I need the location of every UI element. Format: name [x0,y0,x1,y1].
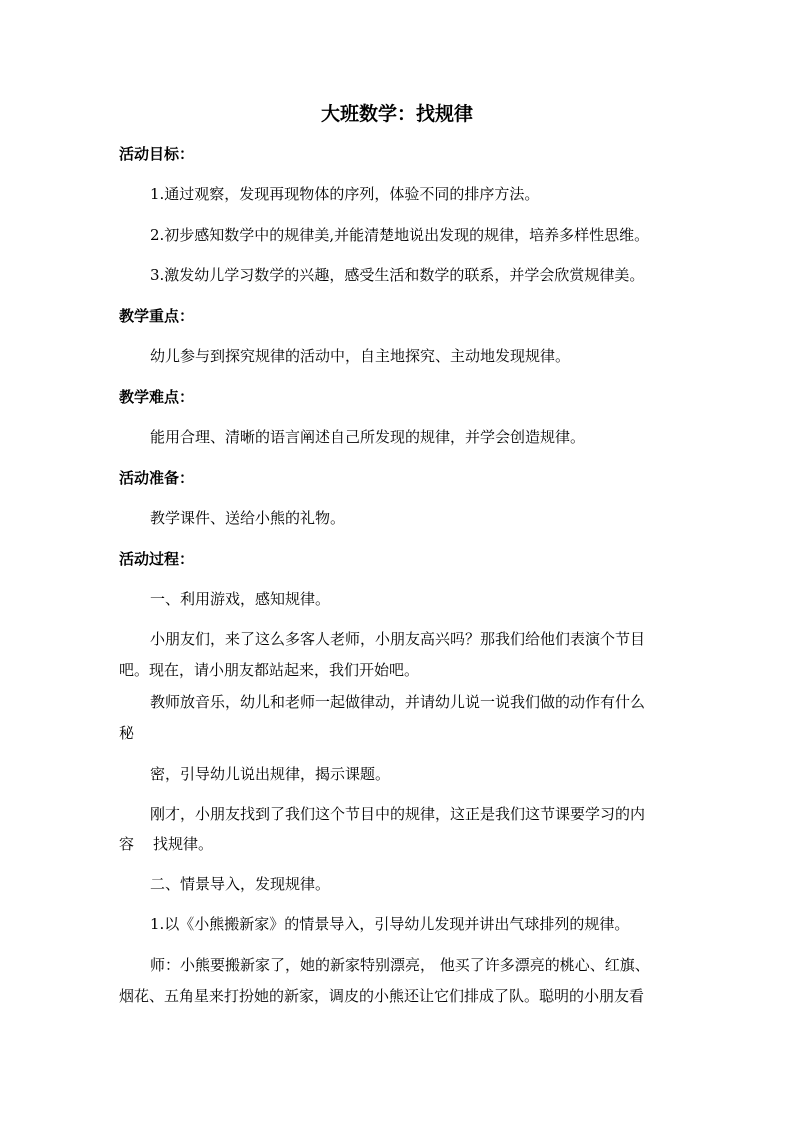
heading-difficulties: 教学难点： [119,388,195,406]
heading-preparation: 活动准备： [119,469,195,487]
paragraph-3-line-1: 密，引导幼儿说出规律，揭示课题。 [150,765,391,783]
goal-item-3: 3.激发幼儿学习数学的兴趣，感受生活和数学的联系，并学会欣赏规律美。 [150,266,645,284]
goal-item-2: 2.初步感知数学中的规律美,并能清楚地说出发现的规律，培养多样性思维。 [150,226,650,244]
key-point-text: 幼儿参与到探究规律的活动中，自主地探究、主动地发现规律。 [150,347,571,365]
heading-goals: 活动目标： [119,145,195,163]
paragraph-5-line-1: 师：小熊要搬新家了，她的新家特别漂亮， 他买了许多漂亮的桃心、红旗、 [150,956,650,974]
document-title: 大班数学：找规律 [320,103,473,125]
heading-key-points: 教学重点： [119,307,195,325]
paragraph-2-line-1: 教师放音乐，幼儿和老师一起做律动，并请幼儿说一说我们做的动作有什么 [150,693,646,711]
preparation-text: 教学课件、送给小熊的礼物。 [150,509,346,527]
paragraph-1-line-2: 吧。现在，请小朋友都站起来，我们开始吧。 [119,661,420,679]
heading-process: 活动过程： [119,550,195,568]
process-step-2-title: 二、情景导入，发现规律。 [150,875,331,893]
process-step-1-title: 一、利用游戏，感知规律。 [150,590,331,608]
paragraph-4-line-1: 刚才，小朋友找到了我们这个节目中的规律，这正是我们这节课要学习的内 [150,805,646,823]
paragraph-1-line-1: 小朋友们，来了这么多客人老师，小朋友高兴吗？那我们给他们表演个节目 [150,630,646,648]
paragraph-5-line-2: 烟花、五角星来打扮她的新家，调皮的小熊还让它们排成了队。聪明的小朋友看 [119,987,645,1005]
goal-item-1: 1.通过观察，发现再现物体的序列，体验不同的排序方法。 [150,185,540,203]
paragraph-2-line-2: 秘 [119,724,135,742]
paragraph-4-line-2-prefix: 容 [119,835,135,853]
difficulty-text: 能用合理、清晰的语言阐述自己所发现的规律，并学会创造规律。 [150,428,586,446]
paragraph-4-line-2-rest: 找规律。 [153,835,214,853]
step-2-item-1: 1.以《小熊搬新家》的情景导入，引导幼儿发现并讲出气球排列的规律。 [150,915,630,933]
